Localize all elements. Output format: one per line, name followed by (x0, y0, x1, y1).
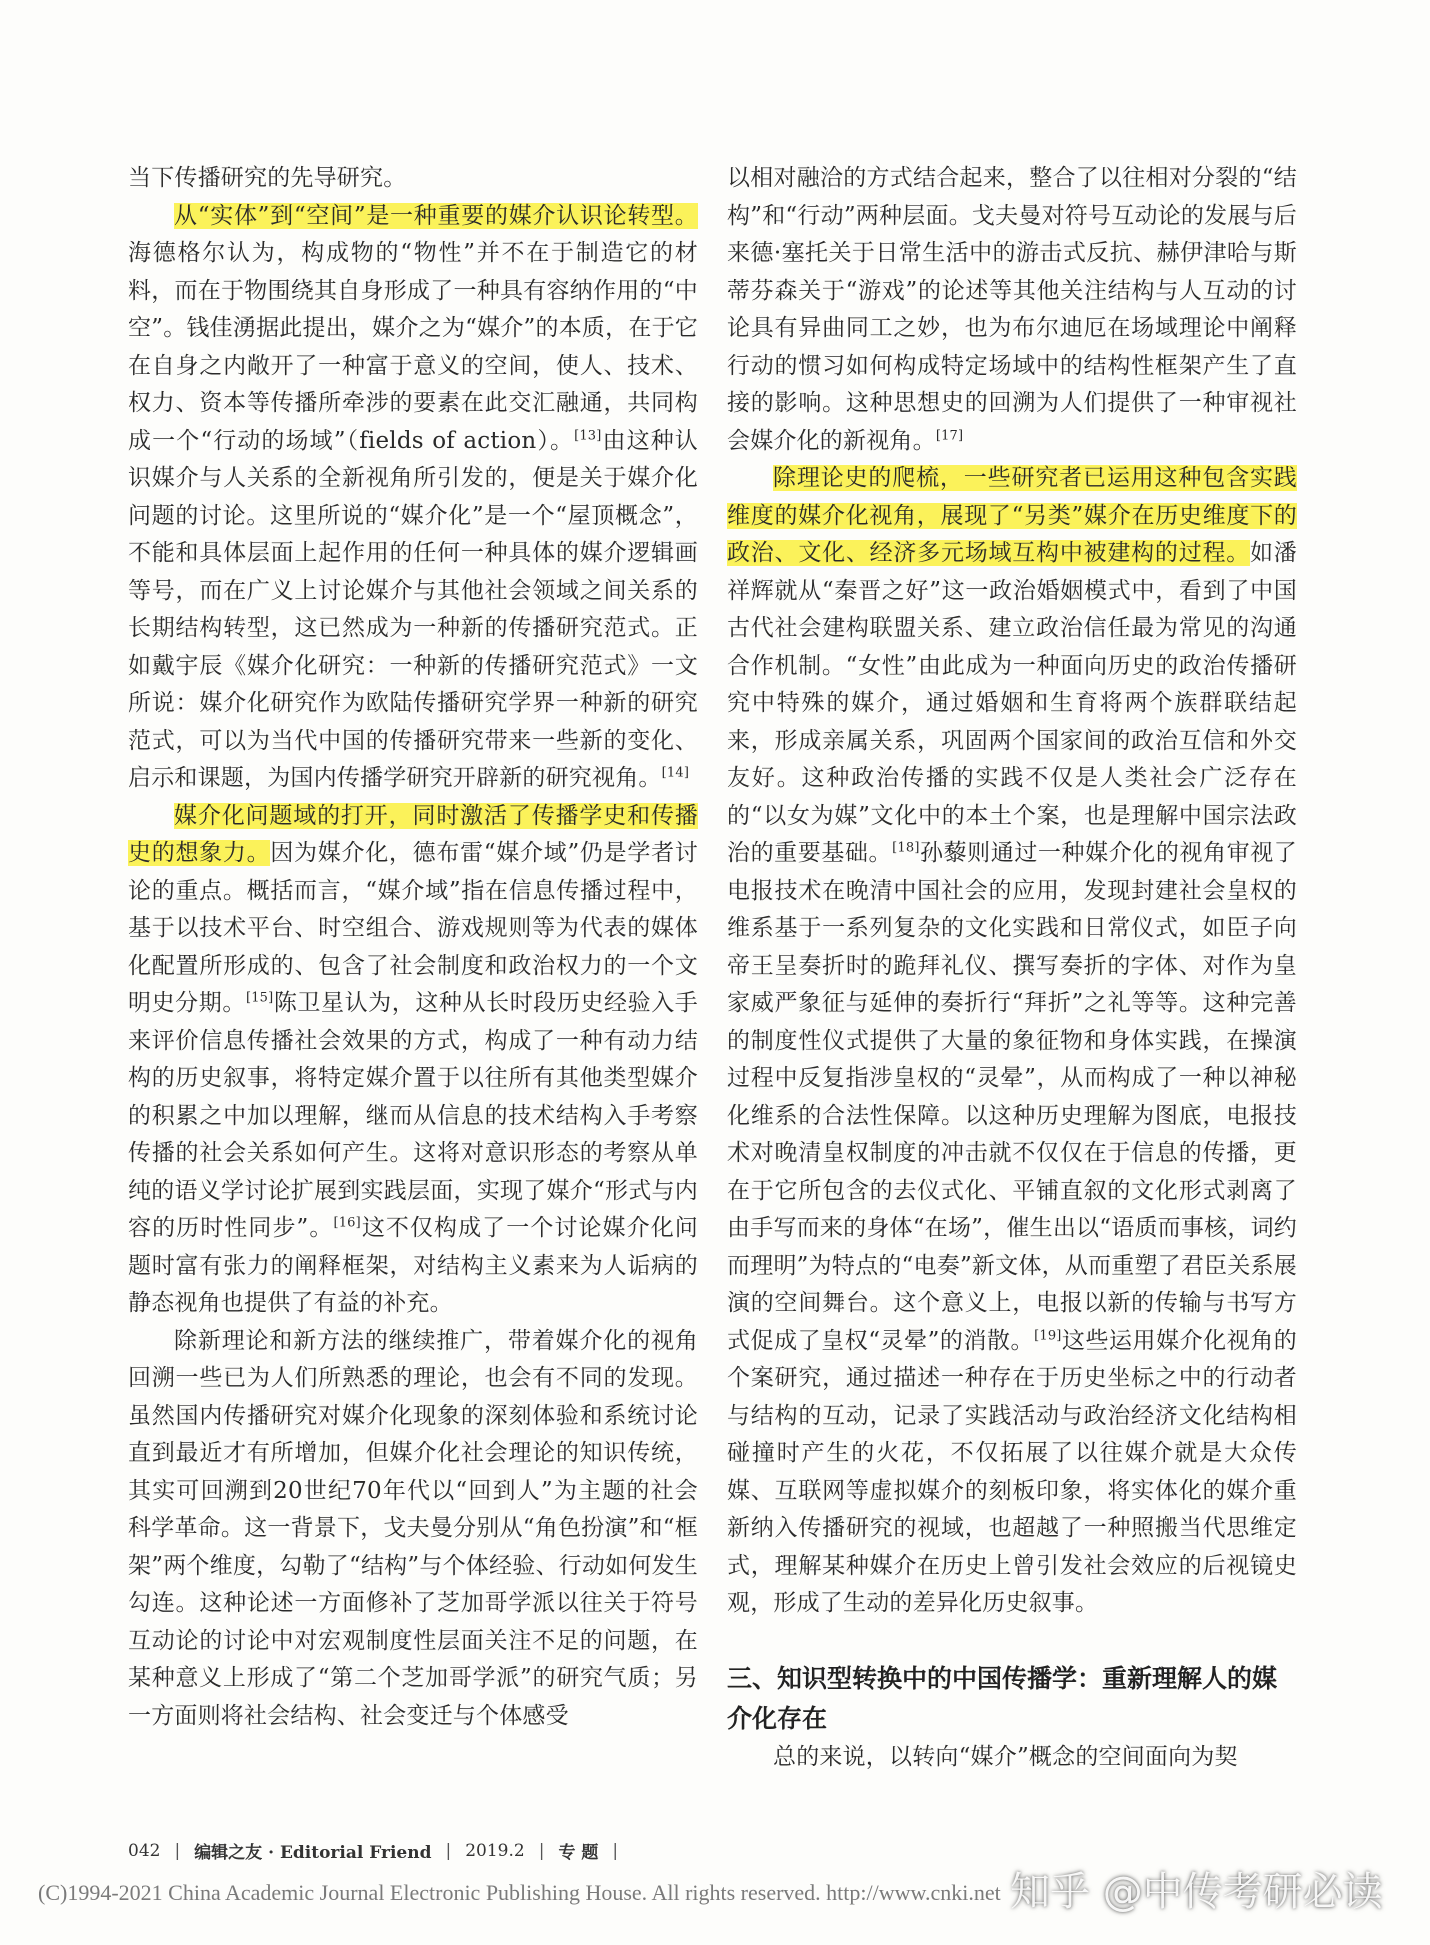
highlighted-text: 从“实体”到“空间”是一种重要的媒介认识论转型。 (174, 202, 698, 229)
copyright-notice: (C)1994-2021 China Academic Journal Electronic Publishing House. All rights reserved. http://www.cnki.net (38, 1880, 1001, 1905)
paragraph (727, 460, 1297, 1623)
page-footer (128, 1838, 618, 1863)
section-heading: 三、知识型转换中的中国传播学：重新理解人的媒介化存在 (727, 1663, 1278, 1733)
body-text: 这些运用媒介化视角的个案研究，通过描述一种存在于历史坐标之中的行动者与结构的互动，记录了实践活动与政治经济文化结构相碰撞时产生的火花，不仅拓展了以往媒介就是大众传媒、互联网等虚拟媒介的刻板印象，将实体化的媒介重新纳入传播研究的视域，也超越了一种照搬当代思维定式，理解某种媒介在历史上曾引发社会效应的后视镜史观，形成了生动的差异化历史叙事。 (727, 1327, 1297, 1616)
paragraph (727, 160, 1297, 460)
body-text: 海德格尔认为，构成物的“物性”并不在于制造它的材料，而在于物围绕其自身形成了一种具有容纳作用的“中空”。钱佳湧据此提出，媒介之为“媒介”的本质，在于它在自身之内敞开了一种富于意义的空间，使人、技术、权力、资本等传播所牵涉的要素在此交汇融通，共同构成一个“行动的场域”（fields of action）。 (128, 240, 698, 454)
footer-divider: | (612, 1840, 619, 1861)
body-text: 孙藜则通过一种媒介化的视角审视了电报技术在晚清中国社会的应用，发现封建社会皇权的维系基于一系列复杂的文化实践和日常仪式，如臣子向帝王呈奏折时的跪拜礼仪、撰写奏折的字体、对作为皇家威严象征与延伸的奏折行“拜折”之礼等等。这种完善的制度性仪式提供了大量的象征物和身体实践，在操演过程中反复指涉皇权的“灵晕”，从而构成了一种以神秘化维系的合法性保障。以这种历史理解为图底，电报技术对晚清皇权制度的冲击就不仅仅在于信息的传播，更在于它所包含的去仪式化、平铺直叙的文化形式剥离了由手写而来的身体“在场”，催生出以“语质而事核，词约而理明”为特点的“电奏”新文体，从而重塑了君臣关系展演的空间舞台。这个意义上，电报以新的传输与书写方式促成了皇权“灵晕”的消散。 (727, 840, 1297, 1354)
paragraph: 总的来说，以转向“媒介”概念的空间面向为契 (773, 1743, 1238, 1770)
body-text: 如潘祥辉就从“秦晋之好”这一政治婚姻模式中，看到了中国古代社会建构联盟关系、建立政治信任最为常见的沟通合作机制。“女性”由此成为一种面向历史的政治传播研究中特殊的媒介，通过婚姻和生育将两个族群联结起来，形成亲属关系，巩固两个国家间的政治互信和外交友好。这种政治传播的实践不仅是人类社会广泛存在的“以女为媒”文化中的本土个案，也是理解中国宗法政治的重要基础。 (727, 540, 1297, 866)
citation-ref: [17] (935, 427, 964, 443)
body-text: 由这种认识媒介与人关系的全新视角所引发的，便是关于媒介化问题的讨论。这里所说的“媒介化”是一个“屋顶概念”，不能和具体层面上起作用的任何一种具体的媒介逻辑画等号，而在广义上讨论媒介与其他社会领域之间关系的长期结构转型，这已然成为一种新的传播研究范式。正如戴宇辰《媒介化研究：一种新的传播研究范式》一文所说：媒介化研究作为欧陆传播研究学界一种新的研究范式，可以为当代中国的传播研究带来一些新的变化、启示和课题，为国内传播学研究开辟新的研究视角。 (128, 427, 698, 791)
body-text: 这不仅构成了一个讨论媒介化问题时富有张力的阐释框架，对结构主义素来为人诟病的静态视角也提供了有益的补充。 (128, 1215, 698, 1316)
citation-ref: [13] (574, 427, 602, 443)
citation-ref: [15] (245, 990, 274, 1006)
footer-divider: | (445, 1840, 452, 1861)
paragraph: 当下传播研究的先导研究。 (128, 165, 407, 191)
watermark: 知乎 @中传考研必读 (1010, 1869, 1383, 1915)
highlighted-text: 除理论史的爬梳，一些研究者已运用这种包含实践维度的媒介化视角，展现了“另类”媒介在历史维度下的政治、文化、经济多元场域互构中被建构的过程。 (727, 465, 1297, 566)
left-column (128, 160, 698, 1735)
journal-name: 编辑之友 · Editorial Friend (194, 1843, 432, 1863)
citation-ref: [19] (1034, 1327, 1062, 1343)
body-text: 因为媒介化，德布雷“媒介域”仍是学者讨论的重点。概括而言，“媒介域”指在信息传播过程中，基于以技术平台、时空组合、游戏规则等为代表的媒体化配置所形成的、包含了社会制度和政治权力的一个文明史分期。 (128, 840, 698, 1016)
citation-ref: [18] (892, 840, 920, 856)
right-column (727, 160, 1297, 1776)
issue-number: 2019.2 (465, 1840, 525, 1861)
page-number: 042 (128, 1840, 161, 1861)
highlighted-text: 媒介化问题域的打开，同时激活了传播学史和传播史的想象力。 (128, 802, 698, 866)
citation-ref: [14] (661, 765, 690, 781)
paragraph: 除新理论和新方法的继续推广，带着媒介化的视角回溯一些已为人们所熟悉的理论，也会有不同的发现。虽然国内传播研究对媒介化现象的深刻体验和系统讨论直到最近才有所增加，但媒介化社会理论的知识传统，其实可回溯到20世纪70年代以“回到人”为主题的社会科学革命。这一背景下，戈夫曼分别从“角色扮演”和“框架”两个维度，勾勒了“结构”与个体经验、行动如何发生勾连。这种论述一方面修补了芝加哥学派以往关于符号互动论的讨论中对宏观制度性层面关注不足的问题，在某种意义上形成了“第二个芝加哥学派”的研究气质；另一方面则将社会结构、社会变迁与个体感受 (128, 1327, 698, 1729)
footer-divider: | (174, 1840, 181, 1861)
citation-ref: [16] (333, 1215, 361, 1231)
footer-divider: | (538, 1840, 545, 1861)
paragraph (128, 198, 698, 798)
body-text: 陈卫星认为，这种从长时段历史经验入手来评价信息传播社会效果的方式，构成了一种有动力结构的历史叙事，将特定媒介置于以往所有其他类型媒介的积累之中加以理解，继而从信息的技术结构入手考察传播的社会关系如何产生。这将对意识形态的考察从单纯的语义学讨论扩展到实践层面，实现了媒介“形式与内容的历时性同步”。 (128, 990, 698, 1241)
section-label: 专 题 (558, 1843, 599, 1863)
body-text: 以相对融洽的方式结合起来，整合了以往相对分裂的“结构”和“行动”两种层面。戈夫曼对符号互动论的发展与后来德·塞托关于日常生活中的游击式反抗、赫伊津哈与斯蒂芬森关于“游戏”的论述等其他关注结构与人互动的讨论具有异曲同工之妙，也为布尔迪厄在场域理论中阐释行动的惯习如何构成特定场域中的结构性框架产生了直接的影响。这种思想史的回溯为人们提供了一种审视社会媒介化的新视角。 (727, 165, 1297, 454)
paragraph (128, 798, 698, 1323)
